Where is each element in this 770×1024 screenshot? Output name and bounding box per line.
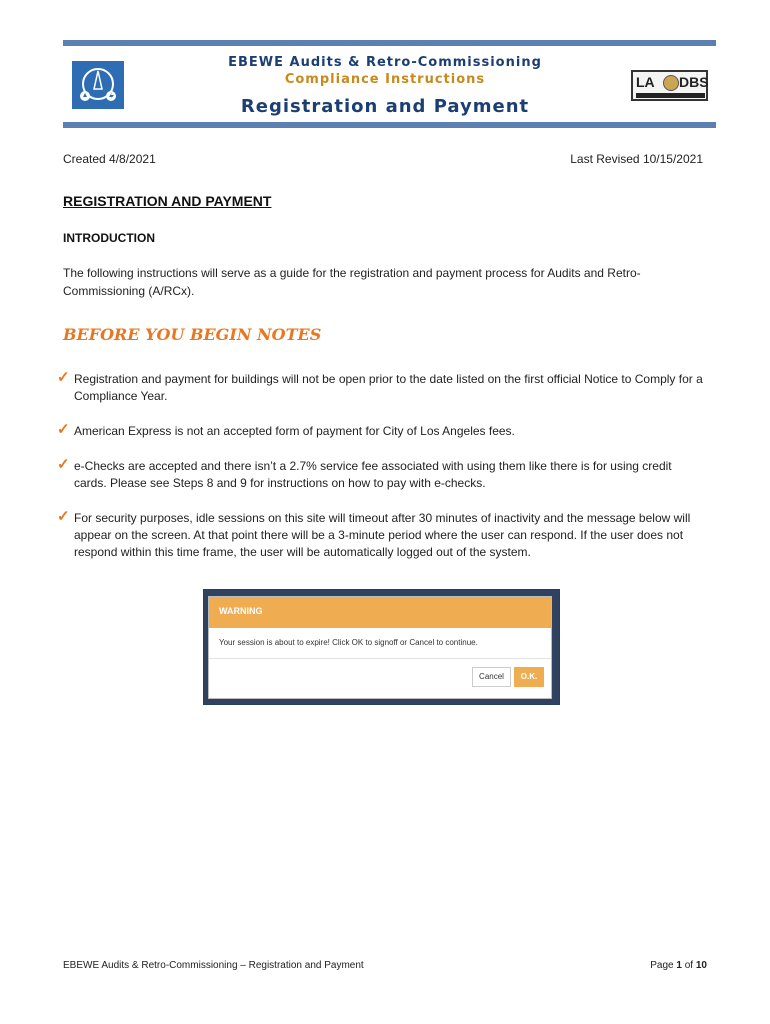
section-title: REGISTRATION AND PAYMENT	[63, 193, 272, 209]
footer-document-title: EBEWE Audits & Retro-Commissioning – Registration and Payment	[63, 960, 364, 971]
header-program-rest: Audits & Retro-Commissioning	[289, 55, 542, 70]
created-date: Created 4/8/2021	[63, 152, 156, 166]
note-text: American Express is not an accepted form of payment for City of Los Angeles fees.	[74, 424, 515, 438]
session-warning-dialog	[208, 596, 552, 699]
dialog-divider	[209, 658, 551, 659]
ladbs-logo	[631, 70, 708, 101]
page-of: of	[681, 960, 696, 971]
page-total: 10	[695, 960, 707, 971]
notes-title: BEFORE YOU BEGIN NOTES	[63, 325, 322, 344]
page-title: Registration and Payment	[240, 96, 530, 117]
note-item	[57, 458, 707, 492]
page-current: 1	[676, 960, 682, 971]
page-number	[650, 960, 707, 971]
note-item	[57, 371, 707, 405]
dialog-message: Your session is about to expire! Click OK to signoff or Cancel to continue.	[219, 638, 478, 647]
header-program-prefix: EBEWE	[228, 55, 284, 70]
header-bottom-rule	[63, 122, 716, 128]
note-item	[57, 510, 707, 561]
checkmark-icon: ✓	[57, 369, 70, 386]
revised-date: Last Revised 10/15/2021	[570, 152, 703, 166]
intro-heading: INTRODUCTION	[63, 231, 155, 245]
note-item	[57, 423, 707, 440]
intro-paragraph: The following instructions will serve as a guide for the registration and payment process for Audits and Retro-Commissioning (A/RCx).	[63, 266, 641, 298]
city-seal-icon	[663, 75, 679, 91]
header-subtitle: Compliance Instructions	[284, 72, 486, 87]
checkmark-icon: ✓	[57, 421, 70, 438]
note-text: e-Checks are accepted and there isn’t a 2.7% service fee associated with using them like there is for using credit cards. Please see Steps 8 and 9 for instructions on how to pay with e-checks.	[74, 459, 672, 490]
ladbs-logo-right-text: DBS	[679, 74, 709, 90]
ladbs-logo-banner	[636, 93, 705, 98]
note-text: For security purposes, idle sessions on this site will timeout after 30 minutes of inactivity and the message below will appear on the screen. At that point there will be a 3-minute period where the user can respond. If the user does not respond within this time frame, the user will be automatically logged out of the system.	[74, 511, 691, 559]
checkmark-icon: ✓	[57, 456, 70, 473]
ladbs-logo-left-text: LA	[636, 74, 655, 90]
header-program-title	[0, 55, 770, 70]
header-top-rule	[63, 40, 716, 46]
page-prefix: Page	[650, 960, 677, 971]
ok-button[interactable]: O.K.	[514, 667, 544, 687]
dialog-title: WARNING	[209, 597, 551, 628]
note-text: Registration and payment for buildings will not be open prior to the date listed on the first official Notice to Comply for a Compliance Year.	[74, 372, 703, 403]
cancel-button[interactable]: Cancel	[472, 667, 511, 687]
checkmark-icon: ✓	[57, 508, 70, 525]
